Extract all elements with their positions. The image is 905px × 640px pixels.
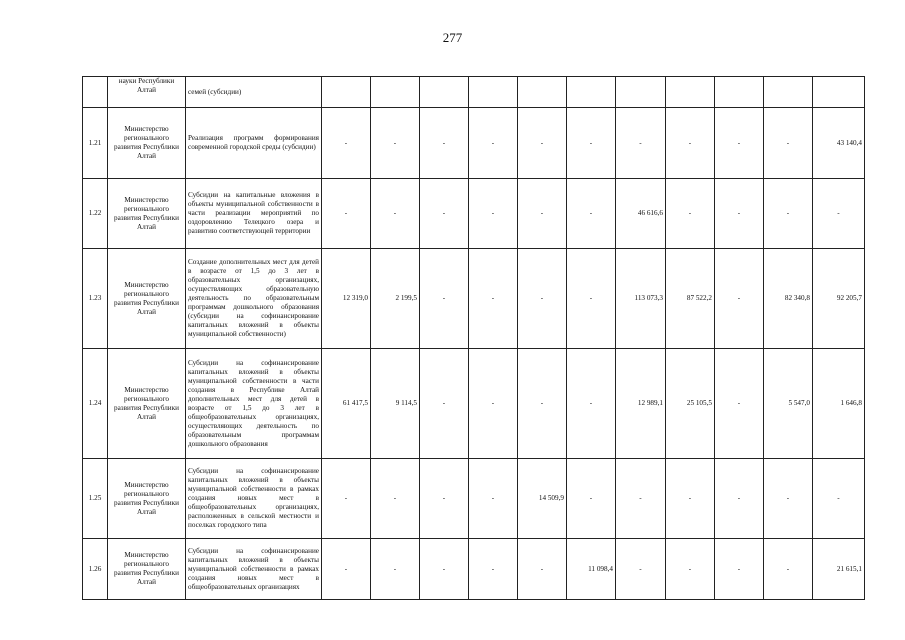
responsible-organization: Министерство регионального развития Республики Алтай bbox=[108, 459, 186, 539]
value-cell: - bbox=[469, 349, 518, 459]
value-cell: - bbox=[666, 108, 715, 179]
value-cell: - bbox=[518, 349, 567, 459]
value-cell: 11 098,4 bbox=[567, 539, 616, 600]
row-number: 1.24 bbox=[83, 349, 108, 459]
responsible-organization: науки Республики Алтай bbox=[108, 77, 186, 108]
value-cell: - bbox=[715, 349, 764, 459]
value-cell bbox=[469, 77, 518, 108]
value-cell: - bbox=[567, 349, 616, 459]
value-cell: 61 417,5 bbox=[322, 349, 371, 459]
table-row bbox=[83, 179, 865, 249]
value-cell: - bbox=[322, 539, 371, 600]
measure-description: Субсидии на софинансирование капитальных вложений в объекты муниципальной собственности в части создания в Республике Алтай дополнительных мест для детей в возрасте от 1,5 до 3 лет в общеобразовательных организациях, осуществляющих деятельность по образовательным программам дошкольного образования bbox=[186, 349, 322, 459]
row-number: 1.25 bbox=[83, 459, 108, 539]
responsible-organization: Министерство регионального развития Республики Алтай bbox=[108, 349, 186, 459]
value-cell: - bbox=[813, 179, 865, 249]
value-cell: - bbox=[469, 179, 518, 249]
value-cell: - bbox=[616, 539, 666, 600]
value-cell: - bbox=[764, 539, 813, 600]
value-cell: - bbox=[322, 459, 371, 539]
value-cell bbox=[616, 77, 666, 108]
measure-description: семей (субсидии) bbox=[186, 77, 322, 108]
value-cell: 92 205,7 bbox=[813, 249, 865, 349]
value-cell: - bbox=[420, 349, 469, 459]
value-cell: - bbox=[567, 459, 616, 539]
value-cell: 12 319,0 bbox=[322, 249, 371, 349]
value-cell: - bbox=[616, 459, 666, 539]
value-cell: - bbox=[371, 459, 420, 539]
row-number: 1.23 bbox=[83, 249, 108, 349]
value-cell: - bbox=[469, 539, 518, 600]
responsible-organization: Министерство регионального развития Республики Алтай bbox=[108, 179, 186, 249]
value-cell: - bbox=[567, 249, 616, 349]
table-row bbox=[83, 108, 865, 179]
measure-description: Субсидии на софинансирование капитальных вложений в объекты муниципальной собственности в рамках создания новых мест в общеобразовательных организациях bbox=[186, 539, 322, 600]
value-cell: 87 522,2 bbox=[666, 249, 715, 349]
value-cell: - bbox=[715, 179, 764, 249]
value-cell bbox=[764, 77, 813, 108]
value-cell: - bbox=[420, 108, 469, 179]
value-cell: 9 114,5 bbox=[371, 349, 420, 459]
measure-description: Субсидии на капитальные вложения в объекты муниципальной собственности в части реализации мероприятий по оздоровлению Телецкого озера и развитию соответствующей территории bbox=[186, 179, 322, 249]
value-cell: - bbox=[715, 108, 764, 179]
measure-description: Субсидии на софинансирование капитальных вложений в объекты муниципальной собственности в рамках создания новых мест в общеобразовательных организациях, расположенных в сельской местности и поселках городского типа bbox=[186, 459, 322, 539]
value-cell: - bbox=[666, 539, 715, 600]
measure-description: Реализация программ формирования современной городской среды (субсидии) bbox=[186, 108, 322, 179]
value-cell: - bbox=[371, 179, 420, 249]
responsible-organization: Министерство регионального развития Республики Алтай bbox=[108, 539, 186, 600]
measure-description: Создание дополнительных мест для детей в возрасте от 1,5 до 3 лет в образовательных организациях, осуществляющих образовательную деятельность по образовательным программам дошкольного образования (субсидии на софинансирование капитальных вложений в объекты муниципальной собственности) bbox=[186, 249, 322, 349]
value-cell: - bbox=[420, 249, 469, 349]
row-number: 1.22 bbox=[83, 179, 108, 249]
value-cell: - bbox=[715, 459, 764, 539]
value-cell: 14 509,9 bbox=[518, 459, 567, 539]
value-cell: - bbox=[322, 179, 371, 249]
value-cell bbox=[371, 77, 420, 108]
table-row bbox=[83, 249, 865, 349]
value-cell: 21 615,1 bbox=[813, 539, 865, 600]
value-cell: - bbox=[420, 459, 469, 539]
value-cell bbox=[518, 77, 567, 108]
value-cell: 43 140,4 bbox=[813, 108, 865, 179]
value-cell bbox=[567, 77, 616, 108]
value-cell: 12 989,1 bbox=[616, 349, 666, 459]
responsible-organization: Министерство регионального развития Республики Алтай bbox=[108, 249, 186, 349]
value-cell: 2 199,5 bbox=[371, 249, 420, 349]
value-cell: - bbox=[616, 108, 666, 179]
value-cell: 82 340,8 bbox=[764, 249, 813, 349]
value-cell: 25 105,5 bbox=[666, 349, 715, 459]
value-cell: - bbox=[666, 459, 715, 539]
value-cell: - bbox=[518, 108, 567, 179]
table-row bbox=[83, 539, 865, 600]
value-cell bbox=[813, 77, 865, 108]
value-cell: - bbox=[371, 539, 420, 600]
value-cell: - bbox=[371, 108, 420, 179]
row-number bbox=[83, 77, 108, 108]
value-cell: - bbox=[518, 539, 567, 600]
value-cell: - bbox=[469, 249, 518, 349]
value-cell: 1 646,8 bbox=[813, 349, 865, 459]
value-cell: - bbox=[764, 108, 813, 179]
table-body bbox=[83, 77, 865, 600]
row-number: 1.21 bbox=[83, 108, 108, 179]
value-cell: - bbox=[518, 179, 567, 249]
value-cell: 113 073,3 bbox=[616, 249, 666, 349]
value-cell: - bbox=[715, 249, 764, 349]
row-number: 1.26 bbox=[83, 539, 108, 600]
responsible-organization: Министерство регионального развития Республики Алтай bbox=[108, 108, 186, 179]
value-cell bbox=[666, 77, 715, 108]
value-cell: - bbox=[567, 108, 616, 179]
table-row bbox=[83, 459, 865, 539]
value-cell: - bbox=[420, 539, 469, 600]
value-cell: - bbox=[469, 108, 518, 179]
value-cell: - bbox=[813, 459, 865, 539]
value-cell: 46 616,6 bbox=[616, 179, 666, 249]
budget-table bbox=[82, 76, 865, 600]
value-cell: - bbox=[469, 459, 518, 539]
value-cell: - bbox=[518, 249, 567, 349]
value-cell bbox=[715, 77, 764, 108]
value-cell bbox=[322, 77, 371, 108]
value-cell bbox=[420, 77, 469, 108]
value-cell: - bbox=[567, 179, 616, 249]
table-row bbox=[83, 77, 865, 108]
value-cell: 5 547,0 bbox=[764, 349, 813, 459]
value-cell: - bbox=[764, 179, 813, 249]
value-cell: - bbox=[322, 108, 371, 179]
value-cell: - bbox=[764, 459, 813, 539]
page-number: 277 bbox=[442, 30, 463, 45]
value-cell: - bbox=[420, 179, 469, 249]
value-cell: - bbox=[715, 539, 764, 600]
table-row bbox=[83, 349, 865, 459]
value-cell: - bbox=[666, 179, 715, 249]
